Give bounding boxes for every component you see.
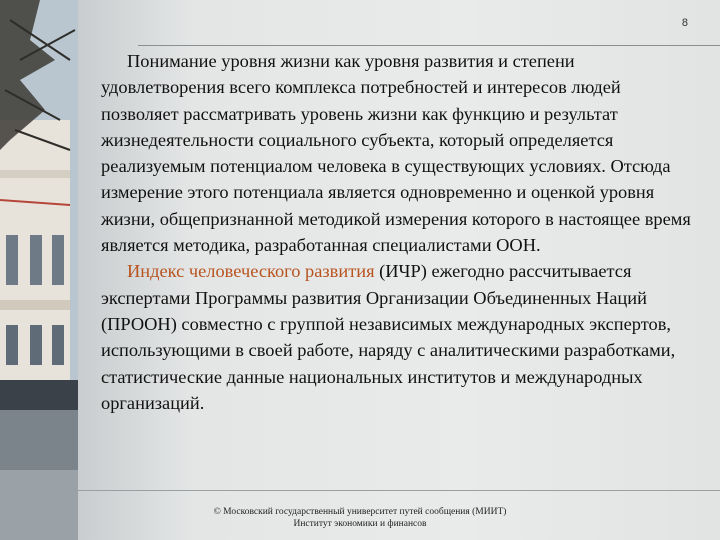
building-photo — [0, 0, 78, 540]
bottom-divider — [78, 490, 720, 491]
footer-institute: Институт экономики и финансов — [293, 519, 427, 529]
footer-university: © Московский государственный университет путей сообщения (МИИТ) — [213, 507, 507, 517]
paragraph-2-text: (ИЧР) ежегодно рассчитывается экспертами Программы развития Организации Объединенных Наций (ПРООН) совместно с группой независимых международных экспертов, использующими в своей работе, наряду с аналитическими разработками, статистические данные национальных институтов и международных организаций. — [101, 261, 676, 413]
paragraph-1-text: Понимание уровня жизни как уровня развития и степени удовлетворения всего комплекса потребностей и интересов людей позволяет рассматривать уровень жизни как функцию и результат жизнедеятельности социального субъекта, который определяется реализуемым потенциалом человека в существующих условиях. Отсюда измерение этого потенциала является одновременно и оценкой уровня жизни, общепризнанной методикой измерения которого в настоящее время является методика, разработанная специалистами ООН. — [101, 51, 691, 256]
page-number: 8 — [681, 17, 688, 29]
hdi-term: Индекс человеческого развития — [127, 261, 375, 282]
paragraph-1 — [101, 48, 701, 258]
slide-body — [101, 48, 701, 416]
top-divider — [138, 45, 720, 46]
paragraph-2 — [101, 258, 701, 416]
footer — [170, 506, 550, 530]
